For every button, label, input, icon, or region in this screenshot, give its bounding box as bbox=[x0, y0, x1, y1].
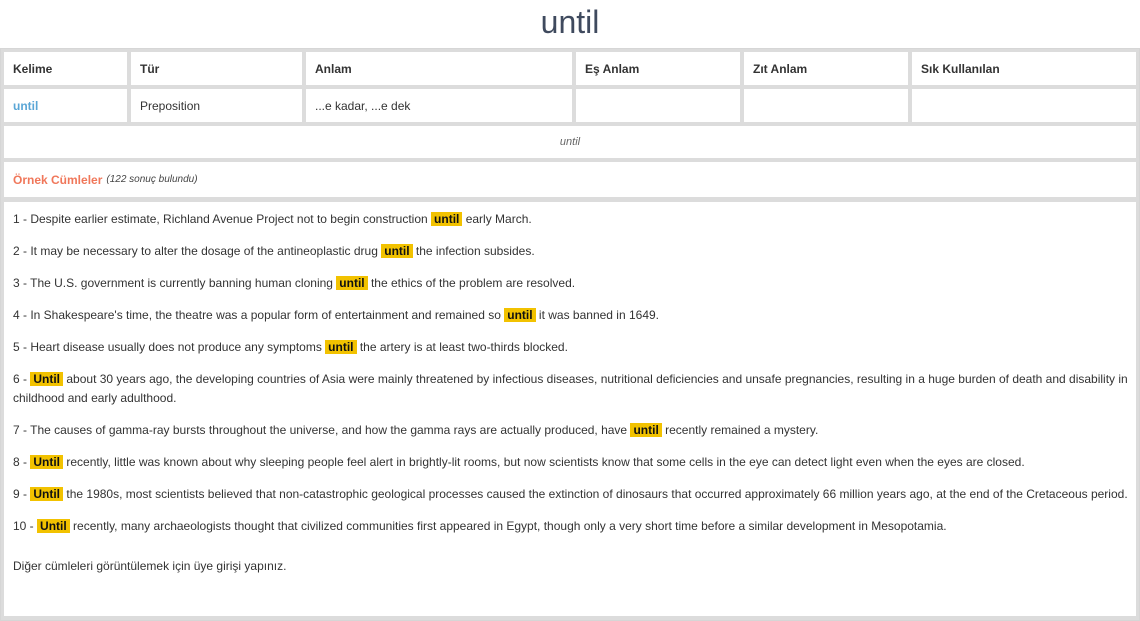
example-sentence: 8 - Until recently, little was known about why sleeping people feel alert in brightly-lit rooms, but now scientists know that some cells in the eye can detect light even when the eyes are closed. bbox=[13, 455, 1025, 469]
word-link[interactable]: until bbox=[13, 98, 39, 113]
highlighted-word: Until bbox=[30, 372, 63, 386]
login-prompt: Diğer cümleleri görüntülemek için üye girişi yapınız. bbox=[13, 559, 287, 573]
highlighted-word: until bbox=[431, 212, 462, 226]
examples-header bbox=[4, 162, 1136, 197]
highlighted-word: until bbox=[325, 340, 356, 354]
header-sik-kullanilan: Sık Kullanılan bbox=[912, 52, 1136, 85]
example-sentence: 6 - Until about 30 years ago, the developing countries of Asia were mainly threatened by infectious diseases, nutritional deficiencies and unsafe pregnancies, resulting in a huge burden of death and disability in childhood and early adulthood. bbox=[13, 372, 1128, 405]
header-anlam: Anlam bbox=[306, 52, 572, 85]
example-sentences-list bbox=[4, 202, 1136, 616]
header-es-anlam: Eş Anlam bbox=[576, 52, 740, 85]
examples-count: (122 sonuç bulundu) bbox=[106, 174, 198, 185]
highlighted-word: until bbox=[381, 244, 412, 258]
example-sentence: 9 - Until the 1980s, most scientists believed that non-catastrophic geological processes caused the extinction of dinosaurs that occurred approximately 66 million years ago, at the end of the Cretaceous period. bbox=[13, 487, 1128, 501]
highlighted-word: until bbox=[504, 308, 535, 322]
examples-title: Örnek Cümleler bbox=[13, 172, 103, 187]
example-sentence: 2 - It may be necessary to alter the dosage of the antineoplastic drug until the infection subsides. bbox=[13, 244, 535, 258]
example-sentence: 5 - Heart disease usually does not produce any symptoms until the artery is at least two-thirds blocked. bbox=[13, 340, 568, 354]
word-note-row: until bbox=[4, 126, 1136, 158]
highlighted-word: until bbox=[630, 423, 661, 437]
example-sentence: 10 - Until recently, many archaeologists thought that civilized communities first appeared in Egypt, though only a very short time before a similar development in Mesopotamia. bbox=[13, 519, 947, 533]
antonym-cell bbox=[744, 89, 908, 122]
page-title: until bbox=[540, 4, 600, 40]
header-kelime: Kelime bbox=[4, 52, 127, 85]
word-cell bbox=[4, 89, 127, 122]
example-sentence: 1 - Despite earlier estimate, Richland Avenue Project not to begin construction until early March. bbox=[13, 212, 532, 226]
highlighted-word: Until bbox=[30, 487, 63, 501]
example-sentence: 4 - In Shakespeare's time, the theatre was a popular form of entertainment and remained so until it was banned in 1649. bbox=[13, 308, 660, 322]
highlighted-word: until bbox=[336, 276, 367, 290]
highlighted-word: Until bbox=[37, 519, 70, 533]
word-details-panel bbox=[0, 48, 1140, 621]
example-sentence: 3 - The U.S. government is currently banning human cloning until the ethics of the problem are resolved. bbox=[13, 276, 576, 290]
type-cell: Preposition bbox=[131, 89, 302, 122]
header-tur: Tür bbox=[131, 52, 302, 85]
header-zit-anlam: Zıt Anlam bbox=[744, 52, 908, 85]
synonym-cell bbox=[576, 89, 740, 122]
example-sentence: 7 - The causes of gamma-ray bursts throughout the universe, and how the gamma rays are actually produced, have until recently remained a mystery. bbox=[13, 423, 819, 437]
meaning-cell: ...e kadar, ...e dek bbox=[306, 89, 572, 122]
highlighted-word: Until bbox=[30, 455, 63, 469]
frequent-cell bbox=[912, 89, 1136, 122]
